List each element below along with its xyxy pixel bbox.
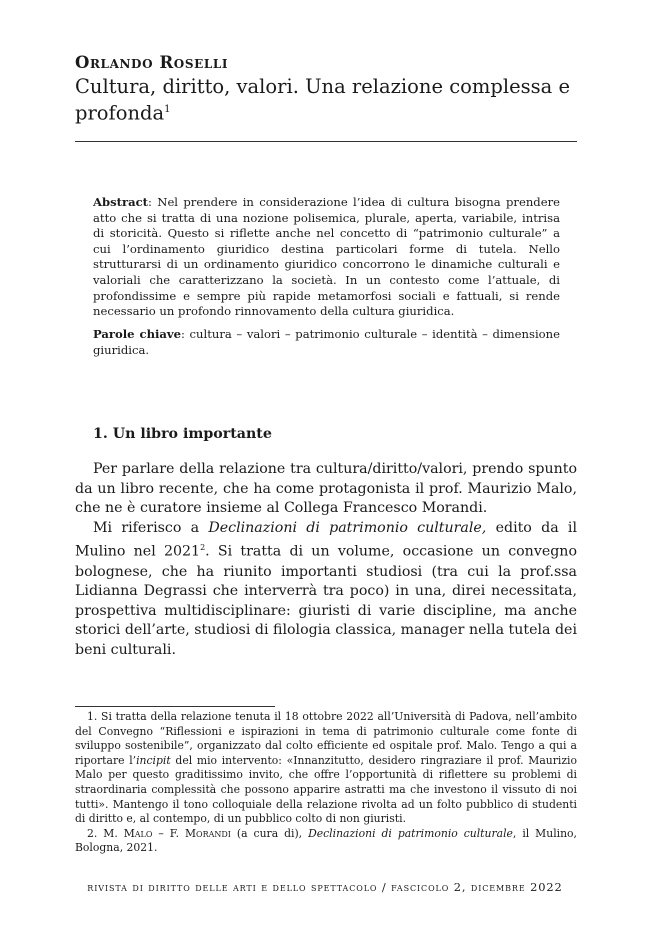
fn2-book-title: Declinazioni di patrimonio culturale <box>308 826 513 840</box>
section-heading: 1. Un libro importante <box>93 426 272 442</box>
book-title: Declinazioni di patrimonio culturale, <box>208 519 487 536</box>
article-title-text: Cultura, diritto, valori. Una relazione complessa e profonda <box>75 75 570 125</box>
fn2-text-c: (a cura di), <box>230 826 309 840</box>
article-title <box>75 75 575 125</box>
footnote-1 <box>75 710 577 827</box>
title-divider <box>75 141 577 142</box>
abstract-text: : Nel prendere in considerazione l’idea di cultura bisogna prendere atto che si tratta di una nozione polisemica, plurale, aperta, variabile, intrisa di storicità. Questo si riflette anche nel concetto di “patrimonio culturale” a cui l’ordinamento giuridico destina particolari forme di tutela. Nello strutturarsi di un ordinamento giuridico concorrono le dinamiche culturali e valoriali che caratterizzano la società. In un contesto come l’attuale, di profondissime e sempre più rapide metamorfosi sociali e fattuali, si rende necessario un profondo rinnovamento della cultura giuridica. <box>93 195 560 319</box>
fn1-incipit: incipit <box>136 753 171 767</box>
abstract-paragraph <box>93 195 560 320</box>
body-paragraph-1: Per parlare della relazione tra cultura/diritto/valori, prendo spunto da un libro recente, che ha come protagonista il prof. Maurizio Malo, che ne è curatore insieme al Collega Francesco Morandi. <box>75 461 577 517</box>
fn1-text-a: 1. Si tratta della relazione tenuta il 18 ottobre 2022 all’Università di Padova, nell’ambito del Convegno “Riflessioni e ispirazioni in tema di patrimonio culturale come fonte di sviluppo sostenibile”, organizzato dal colto efficiente ed ospitale prof. Malo. Tengo a qui a riportare l’ <box>75 710 577 767</box>
body-paragraph-2 <box>75 519 577 661</box>
keywords-label: Parole chiave <box>93 327 182 341</box>
fn2-author-malo: Malo <box>123 826 153 840</box>
footnotes <box>75 710 577 856</box>
fn2-text-d: , il Mulino, Bologna, 2021. <box>75 826 577 855</box>
footnote-divider <box>75 706 275 707</box>
journal-footer: rivista di diritto delle arti e dello spettacolo / fascicolo 2, dicembre 2022 <box>87 880 563 894</box>
title-footnote-ref[interactable]: 1 <box>164 104 171 115</box>
footnote-2 <box>75 827 577 856</box>
fn2-author-morandi: Morandi <box>184 826 231 840</box>
author-name: Orlando Roselli <box>75 53 229 72</box>
body-text <box>75 460 577 661</box>
keywords-text: : cultura – valori – patrimonio culturale – identità – dimensione giuridica. <box>93 327 560 357</box>
abstract-label: Abstract <box>93 195 149 209</box>
footnote-ref-2[interactable]: 2 <box>200 543 206 553</box>
p2-text-start: Mi riferisco a <box>93 519 209 536</box>
fn2-text-b: – F. <box>152 826 185 840</box>
p2-text-mid: edito da il Mulino nel 2021 <box>75 519 577 561</box>
fn2-text-a: 2. M. <box>87 826 124 840</box>
fn1-text-b: del mio intervento: «Innanzitutto, desidero ringraziare il prof. Maurizio Malo per questo graditissimo invito, che offre l’opportunità di riflettere su problemi di straordinaria complessità che possono apparire astratti ma che investono il vissuto di noi tutti». Mantengo il tono colloquiale della relazione rivolta ad un folto pubblico di studenti di diritto e, al contempo, di un pubblico colto di non giuristi. <box>75 753 577 826</box>
p2-text-end: . Si tratta di un volume, occasione un convegno bolognese, che ha riunito importanti studiosi (tra cui la prof.ssa Lidianna Degrassi che interverrà tra poco) in una, direi necessitata, prospettiva multidisciplinare: giuristi di varie discipline, ma anche storici dell’arte, studiosi di filologia classica, manager nella tutela dei beni culturali. <box>75 544 577 659</box>
keywords-paragraph <box>93 327 560 358</box>
